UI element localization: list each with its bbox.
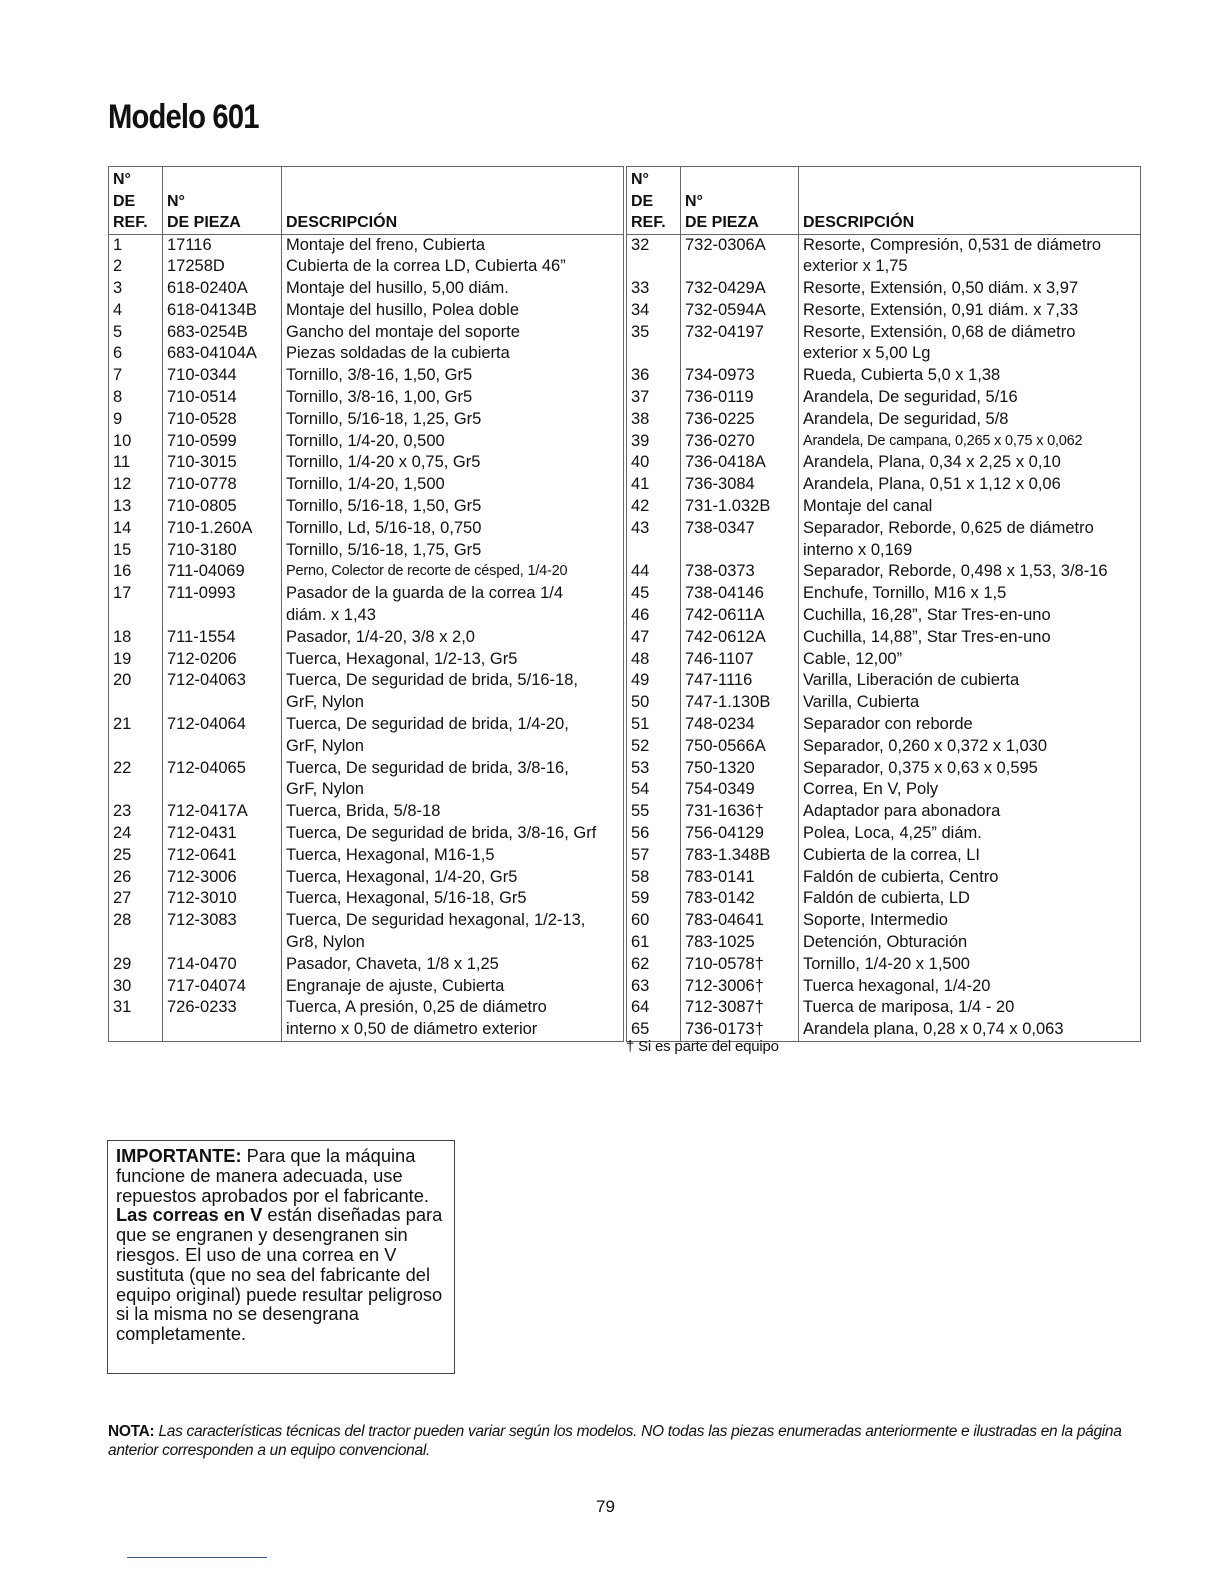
description-cell: Cuchilla, 16,28”, Star Tres-en-uno <box>799 605 1141 627</box>
table-row <box>627 605 1141 627</box>
part-cell: 750-1320 <box>681 758 799 780</box>
part-cell: 731-1.032B <box>681 496 799 518</box>
description-cell: Resorte, Extensión, 0,50 diám. x 3,97 <box>799 278 1141 300</box>
part-cell: 736-0270 <box>681 431 799 453</box>
description-cell: Adaptador para abonadora <box>799 801 1141 823</box>
ref-cell: 51 <box>627 714 681 736</box>
description-cell: Cubierta de la correa, LI <box>799 845 1141 867</box>
ref-cell: 30 <box>109 976 163 998</box>
table-row <box>109 867 624 889</box>
description-cell: Tornillo, 5/16-18, 1,25, Gr5 <box>282 409 624 431</box>
part-cell: 711-04069 <box>163 561 282 583</box>
ref-cell: 11 <box>109 452 163 474</box>
part-cell: 710-0778 <box>163 474 282 496</box>
ref-cell: 34 <box>627 300 681 322</box>
ref-cell: 63 <box>627 976 681 998</box>
part-cell: 750-0566A <box>681 736 799 758</box>
description-cell: Rueda, Cubierta 5,0 x 1,38 <box>799 365 1141 387</box>
description-cell: Arandela, Plana, 0,51 x 1,12 x 0,06 <box>799 474 1141 496</box>
part-cell: 734-0973 <box>681 365 799 387</box>
description-cell: Tuerca, Hexagonal, 5/16-18, Gr5 <box>282 888 624 910</box>
description-cell: Tuerca, De seguridad de brida, 5/16-18, GrF, Nylon <box>282 670 624 714</box>
ref-cell: 21 <box>109 714 163 758</box>
table-row <box>627 670 1141 692</box>
ref-cell: 16 <box>109 561 163 583</box>
description-cell: Montaje del canal <box>799 496 1141 518</box>
part-cell: 710-0578† <box>681 954 799 976</box>
part-cell: 783-0141 <box>681 867 799 889</box>
table-row <box>627 692 1141 714</box>
ref-cell: 37 <box>627 387 681 409</box>
table-row <box>109 365 624 387</box>
table-row <box>627 496 1141 518</box>
parts-table-left <box>108 166 624 1042</box>
description-cell: Gancho del montaje del soporte <box>282 322 624 344</box>
part-cell: 783-0142 <box>681 888 799 910</box>
table-row <box>109 540 624 562</box>
part-cell: 17258D <box>163 256 282 278</box>
table-row <box>627 845 1141 867</box>
part-cell: 747-1116 <box>681 670 799 692</box>
part-cell: 756-04129 <box>681 823 799 845</box>
part-cell: 712-0417A <box>163 801 282 823</box>
part-cell: 710-0528 <box>163 409 282 431</box>
description-cell: Montaje del husillo, Polea doble <box>282 300 624 322</box>
table-row <box>627 278 1141 300</box>
table-row <box>627 649 1141 671</box>
ref-cell: 29 <box>109 954 163 976</box>
ref-cell: 48 <box>627 649 681 671</box>
note <box>108 1422 1148 1460</box>
ref-cell: 45 <box>627 583 681 605</box>
part-cell: 732-04197 <box>681 322 799 366</box>
description-cell: Arandela, Plana, 0,34 x 2,25 x 0,10 <box>799 452 1141 474</box>
description-cell: Enchufe, Tornillo, M16 x 1,5 <box>799 583 1141 605</box>
table-row <box>627 714 1141 736</box>
part-cell: 710-3180 <box>163 540 282 562</box>
part-cell: 712-3083 <box>163 910 282 954</box>
description-cell: Tornillo, 5/16-18, 1,75, Gr5 <box>282 540 624 562</box>
ref-cell: 1 <box>109 234 163 256</box>
description-cell: Separador, Reborde, 0,625 de diámetro interno x 0,169 <box>799 518 1141 562</box>
part-cell: 683-0254B <box>163 322 282 344</box>
part-cell: 748-0234 <box>681 714 799 736</box>
ref-cell: 59 <box>627 888 681 910</box>
description-cell: Cable, 12,00” <box>799 649 1141 671</box>
part-cell: 710-3015 <box>163 452 282 474</box>
description-cell: Separador, Reborde, 0,498 x 1,53, 3/8-16 <box>799 561 1141 583</box>
table-row <box>109 300 624 322</box>
table-row <box>627 932 1141 954</box>
ref-cell: 44 <box>627 561 681 583</box>
ref-cell: 13 <box>109 496 163 518</box>
table-row <box>627 452 1141 474</box>
header-desc: DESCRIPCIÓN <box>282 167 624 235</box>
table-row <box>627 910 1141 932</box>
table-row <box>109 910 624 954</box>
ref-cell: 31 <box>109 997 163 1041</box>
description-cell: Resorte, Extensión, 0,91 diám. x 7,33 <box>799 300 1141 322</box>
part-cell: 732-0306A <box>681 234 799 278</box>
ref-cell: 33 <box>627 278 681 300</box>
ref-cell: 8 <box>109 387 163 409</box>
description-cell: Montaje del husillo, 5,00 diám. <box>282 278 624 300</box>
table-row <box>109 278 624 300</box>
description-cell: Engranaje de ajuste, Cubierta <box>282 976 624 998</box>
part-cell: 710-1.260A <box>163 518 282 540</box>
description-cell: Detención, Obturación <box>799 932 1141 954</box>
part-cell: 17116 <box>163 234 282 256</box>
description-cell: Soporte, Intermedio <box>799 910 1141 932</box>
description-cell: Varilla, Liberación de cubierta <box>799 670 1141 692</box>
part-cell: 732-0594A <box>681 300 799 322</box>
table-row <box>627 518 1141 562</box>
ref-cell: 19 <box>109 649 163 671</box>
ref-cell: 24 <box>109 823 163 845</box>
ref-cell: 65 <box>627 1019 681 1041</box>
note-label: NOTA: <box>108 1423 155 1440</box>
ref-cell: 22 <box>109 758 163 802</box>
part-cell: 712-04064 <box>163 714 282 758</box>
part-cell: 712-04063 <box>163 670 282 714</box>
part-cell: 754-0349 <box>681 779 799 801</box>
table-row <box>627 758 1141 780</box>
part-cell: 736-0119 <box>681 387 799 409</box>
description-cell: Cubierta de la correa LD, Cubierta 46” <box>282 256 624 278</box>
ref-cell: 60 <box>627 910 681 932</box>
table-row <box>109 322 624 344</box>
footnote: † Si es parte del equipo <box>626 1038 779 1055</box>
description-cell: Pasador, 1/4-20, 3/8 x 2,0 <box>282 627 624 649</box>
part-cell: 736-3084 <box>681 474 799 496</box>
v-belt-label: Las correas en V <box>116 1204 263 1226</box>
ref-cell: 42 <box>627 496 681 518</box>
description-cell: Pasador, Chaveta, 1/8 x 1,25 <box>282 954 624 976</box>
description-cell: Tuerca, Brida, 5/8-18 <box>282 801 624 823</box>
ref-cell: 26 <box>109 867 163 889</box>
ref-cell: 47 <box>627 627 681 649</box>
ref-cell: 32 <box>627 234 681 278</box>
part-cell: 712-0641 <box>163 845 282 867</box>
description-cell: Tuerca hexagonal, 1/4-20 <box>799 976 1141 998</box>
part-cell: 683-04104A <box>163 343 282 365</box>
part-cell: 736-0173† <box>681 1019 799 1041</box>
ref-cell: 49 <box>627 670 681 692</box>
part-cell: 746-1107 <box>681 649 799 671</box>
description-cell: Separador con reborde <box>799 714 1141 736</box>
table-row <box>627 801 1141 823</box>
description-cell: Arandela plana, 0,28 x 0,74 x 0,063 <box>799 1019 1141 1041</box>
ref-cell: 2 <box>109 256 163 278</box>
ref-cell: 36 <box>627 365 681 387</box>
ref-cell: 12 <box>109 474 163 496</box>
ref-cell: 38 <box>627 409 681 431</box>
ref-cell: 64 <box>627 997 681 1019</box>
description-cell: Tornillo, 3/8-16, 1,00, Gr5 <box>282 387 624 409</box>
ref-cell: 5 <box>109 322 163 344</box>
table-row <box>627 823 1141 845</box>
table-row <box>627 867 1141 889</box>
part-cell: 736-0225 <box>681 409 799 431</box>
part-cell: 710-0599 <box>163 431 282 453</box>
table-row <box>109 474 624 496</box>
page-title: Modelo 601 <box>108 98 259 136</box>
part-cell: 736-0418A <box>681 452 799 474</box>
description-cell: Tornillo, 1/4-20 x 1,500 <box>799 954 1141 976</box>
ref-cell: 17 <box>109 583 163 627</box>
table-row <box>109 518 624 540</box>
ref-cell: 18 <box>109 627 163 649</box>
table-row <box>109 714 624 758</box>
description-cell: Tornillo, Ld, 5/16-18, 0,750 <box>282 518 624 540</box>
ref-cell: 9 <box>109 409 163 431</box>
ref-cell: 4 <box>109 300 163 322</box>
table-row <box>109 845 624 867</box>
description-cell: Separador, 0,260 x 0,372 x 1,030 <box>799 736 1141 758</box>
ref-cell: 55 <box>627 801 681 823</box>
part-cell: 712-3087† <box>681 997 799 1019</box>
ref-cell: 58 <box>627 867 681 889</box>
ref-cell: 27 <box>109 888 163 910</box>
part-cell: 711-1554 <box>163 627 282 649</box>
table-row <box>109 583 624 627</box>
description-cell: Piezas soldadas de la cubierta <box>282 343 624 365</box>
description-cell: Tornillo, 1/4-20, 1,500 <box>282 474 624 496</box>
note-text: Las características técnicas del tractor pueden variar según los modelos. NO todas las piezas enumeradas anteriormente e ilustradas en la página anterior corresponden a un equipo convencional. <box>108 1423 1122 1459</box>
table-row <box>627 954 1141 976</box>
header-part: N° DE PIEZA <box>681 167 799 235</box>
part-cell: 712-3006† <box>681 976 799 998</box>
important-notice <box>107 1140 455 1374</box>
table-row <box>109 343 624 365</box>
description-cell: Tornillo, 5/16-18, 1,50, Gr5 <box>282 496 624 518</box>
part-cell: 710-0514 <box>163 387 282 409</box>
table-row <box>627 736 1141 758</box>
description-cell: Faldón de cubierta, Centro <box>799 867 1141 889</box>
description-cell: Tuerca, Hexagonal, 1/4-20, Gr5 <box>282 867 624 889</box>
header-ref: N° DE REF. <box>627 167 681 235</box>
table-row <box>627 474 1141 496</box>
ref-cell: 6 <box>109 343 163 365</box>
description-cell: Tornillo, 1/4-20 x 0,75, Gr5 <box>282 452 624 474</box>
table-row <box>109 256 624 278</box>
table-row <box>109 649 624 671</box>
part-cell: 714-0470 <box>163 954 282 976</box>
parts-table-right <box>626 166 1141 1042</box>
header-part: N° DE PIEZA <box>163 167 282 235</box>
part-cell: 618-0240A <box>163 278 282 300</box>
table-row <box>109 670 624 714</box>
description-cell: Resorte, Compresión, 0,531 de diámetro exterior x 1,75 <box>799 234 1141 278</box>
part-cell: 738-0373 <box>681 561 799 583</box>
ref-cell: 7 <box>109 365 163 387</box>
link-underline <box>127 1557 267 1558</box>
part-cell: 726-0233 <box>163 997 282 1041</box>
header-desc: DESCRIPCIÓN <box>799 167 1141 235</box>
part-cell: 618-04134B <box>163 300 282 322</box>
table-row <box>627 300 1141 322</box>
table-row <box>109 954 624 976</box>
important-text: Para que la máquina funcione de manera adecuada, use repuestos aprobados por el fabricante. <box>116 1145 430 1206</box>
part-cell: 747-1.130B <box>681 692 799 714</box>
table-row <box>109 561 624 583</box>
important-label: IMPORTANTE: <box>116 1145 242 1166</box>
table-row <box>109 801 624 823</box>
ref-cell: 20 <box>109 670 163 714</box>
ref-cell: 50 <box>627 692 681 714</box>
description-cell: Perno, Colector de recorte de césped, 1/4-20 <box>282 561 624 583</box>
ref-cell: 14 <box>109 518 163 540</box>
table-row <box>109 234 624 256</box>
description-cell: Arandela, De seguridad, 5/8 <box>799 409 1141 431</box>
part-cell: 731-1636† <box>681 801 799 823</box>
description-cell: Correa, En V, Poly <box>799 779 1141 801</box>
description-cell: Arandela, De seguridad, 5/16 <box>799 387 1141 409</box>
table-row <box>627 997 1141 1019</box>
table-row <box>109 452 624 474</box>
table-row <box>627 779 1141 801</box>
header-ref: N° DE REF. <box>109 167 163 235</box>
part-cell: 783-04641 <box>681 910 799 932</box>
part-cell: 717-04074 <box>163 976 282 998</box>
table-row <box>109 627 624 649</box>
description-cell: Resorte, Extensión, 0,68 de diámetro exterior x 5,00 Lg <box>799 322 1141 366</box>
ref-cell: 23 <box>109 801 163 823</box>
page-number: 79 <box>596 1497 615 1516</box>
ref-cell: 52 <box>627 736 681 758</box>
description-cell: Tuerca, De seguridad de brida, 3/8-16, Grf <box>282 823 624 845</box>
part-cell: 738-04146 <box>681 583 799 605</box>
ref-cell: 10 <box>109 431 163 453</box>
part-cell: 732-0429A <box>681 278 799 300</box>
description-cell: Polea, Loca, 4,25” diám. <box>799 823 1141 845</box>
part-cell: 710-0344 <box>163 365 282 387</box>
part-cell: 712-0206 <box>163 649 282 671</box>
part-cell: 742-0612A <box>681 627 799 649</box>
description-cell: Tornillo, 1/4-20, 0,500 <box>282 431 624 453</box>
table-row <box>109 496 624 518</box>
description-cell: Montaje del freno, Cubierta <box>282 234 624 256</box>
ref-cell: 39 <box>627 431 681 453</box>
table-row <box>627 976 1141 998</box>
table-row <box>627 627 1141 649</box>
ref-cell: 35 <box>627 322 681 366</box>
table-row <box>109 387 624 409</box>
ref-cell: 25 <box>109 845 163 867</box>
ref-cell: 41 <box>627 474 681 496</box>
part-cell: 742-0611A <box>681 605 799 627</box>
part-cell: 712-3010 <box>163 888 282 910</box>
table-row <box>109 823 624 845</box>
table-row <box>627 387 1141 409</box>
table-row <box>627 888 1141 910</box>
description-cell: Tuerca, Hexagonal, M16-1,5 <box>282 845 624 867</box>
ref-cell: 46 <box>627 605 681 627</box>
description-cell: Tornillo, 3/8-16, 1,50, Gr5 <box>282 365 624 387</box>
description-cell: Separador, 0,375 x 0,63 x 0,595 <box>799 758 1141 780</box>
v-belt-text: están diseñadas para que se engranen y desengranen sin riesgos. El uso de una correa en V sustituta (que no sea del fabricante del equipo original) puede resultar peligroso si la misma no se desengrana completamente. <box>116 1204 443 1345</box>
part-cell: 783-1.348B <box>681 845 799 867</box>
description-cell: Tuerca, A presión, 0,25 de diámetro interno x 0,50 de diámetro exterior <box>282 997 624 1041</box>
ref-cell: 28 <box>109 910 163 954</box>
part-cell: 710-0805 <box>163 496 282 518</box>
table-row <box>627 365 1141 387</box>
ref-cell: 61 <box>627 932 681 954</box>
description-cell: Cuchilla, 14,88”, Star Tres-en-uno <box>799 627 1141 649</box>
ref-cell: 57 <box>627 845 681 867</box>
ref-cell: 40 <box>627 452 681 474</box>
description-cell: Tuerca, De seguridad hexagonal, 1/2-13, Gr8, Nylon <box>282 910 624 954</box>
part-cell: 712-3006 <box>163 867 282 889</box>
table-row <box>627 583 1141 605</box>
table-row <box>627 234 1141 278</box>
ref-cell: 53 <box>627 758 681 780</box>
ref-cell: 62 <box>627 954 681 976</box>
description-cell: Faldón de cubierta, LD <box>799 888 1141 910</box>
table-row <box>627 409 1141 431</box>
description-cell: Tuerca, De seguridad de brida, 1/4-20, GrF, Nylon <box>282 714 624 758</box>
part-cell: 738-0347 <box>681 518 799 562</box>
table-row <box>627 561 1141 583</box>
description-cell: Varilla, Cubierta <box>799 692 1141 714</box>
description-cell: Tuerca, De seguridad de brida, 3/8-16, GrF, Nylon <box>282 758 624 802</box>
ref-cell: 54 <box>627 779 681 801</box>
table-row <box>109 888 624 910</box>
table-row <box>109 758 624 802</box>
table-row <box>109 409 624 431</box>
table-row <box>109 431 624 453</box>
table-row <box>109 997 624 1041</box>
table-row <box>627 322 1141 366</box>
description-cell: Tuerca de mariposa, 1/4 - 20 <box>799 997 1141 1019</box>
table-row <box>109 976 624 998</box>
table-row <box>627 431 1141 453</box>
description-cell: Pasador de la guarda de la correa 1/4 diám. x 1,43 <box>282 583 624 627</box>
ref-cell: 56 <box>627 823 681 845</box>
ref-cell: 15 <box>109 540 163 562</box>
ref-cell: 3 <box>109 278 163 300</box>
part-cell: 783-1025 <box>681 932 799 954</box>
ref-cell: 43 <box>627 518 681 562</box>
description-cell: Tuerca, Hexagonal, 1/2-13, Gr5 <box>282 649 624 671</box>
part-cell: 711-0993 <box>163 583 282 627</box>
part-cell: 712-0431 <box>163 823 282 845</box>
part-cell: 712-04065 <box>163 758 282 802</box>
description-cell: Arandela, De campana, 0,265 x 0,75 x 0,062 <box>799 431 1141 453</box>
